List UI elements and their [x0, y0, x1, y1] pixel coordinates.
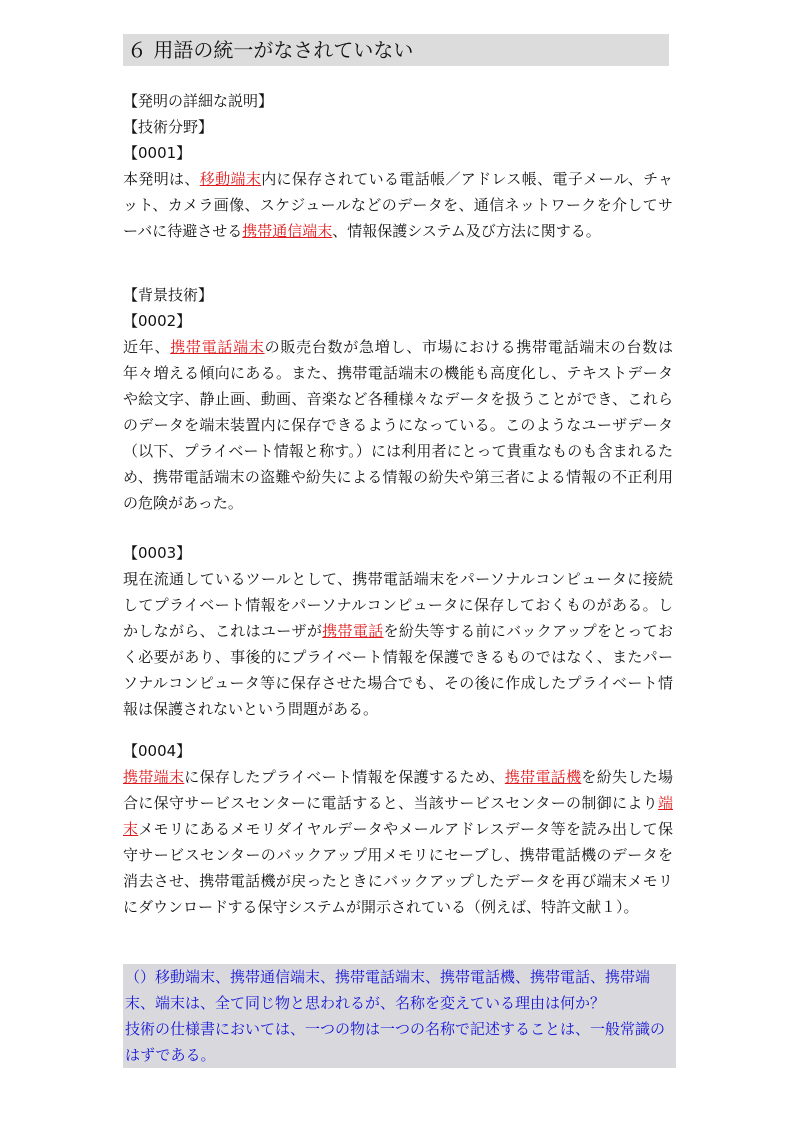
- paragraph-0003: 現在流通しているツールとして、携帯電話端末をパーソナルコンピュータに接続してプライベート情報をパーソナルコンピュータに保存しておくものがある。しかしながら、これはユーザが携帯電話を紛失等する前にバックアップをとっておく必要があり、事後的にプライベート情報を保護できるものではなく、またパーソナルコンピュータ等に保存させた場合でも、その後に作成したプライベート情報は保護されないという問題がある。: [123, 570, 673, 718]
- paragraph-0002: 近年、携帯電話端末の販売台数が急増し、市場における携帯電話端末の台数は年々増える傾向にある。また、携帯電話端末の機能も高度化し、テキストデータや絵文字、静止画、動画、音楽など各種様々なデータを扱うことができ、これらのデータを端末装置内に保存できるようになっている。このようなユーザデータ（以下、プライベート情報と称す。）には利用者にとって貴重なものも含まれるため、携帯電話端末の盗難や紛失による情報の紛失や第三者による情報の不正利用の危険があった。: [123, 338, 673, 512]
- label-field: 【技術分野】: [123, 118, 214, 136]
- label-0001: 【0001】: [123, 144, 192, 162]
- label-0004: 【0004】: [123, 742, 192, 760]
- term-highlight: 移動端末: [199, 170, 262, 188]
- paragraph-0001: 本発明は、移動端末内に保存されている電話帳／アドレス帳、電子メール、チャット、カメラ画像、スケジュールなどのデータを、通信ネットワークを介してサーバに待避させる携帯通信端末、情報保護システム及び方法に関する。: [123, 170, 673, 240]
- term-highlight: 端末: [123, 794, 673, 838]
- header-labels: [123, 88, 673, 166]
- label-0003-wrap: [123, 540, 673, 566]
- label-0003: 【0003】: [123, 544, 192, 562]
- comment-line-1: （）移動端末、携帯通信端末、携帯電話端末、携帯電話機、携帯電話、携帯端末、端末は、全て同じ物と思われるが、名称を変えている理由は何か？: [125, 968, 651, 1012]
- label-0004-wrap: [123, 738, 673, 764]
- review-comment: [123, 964, 676, 1068]
- paragraph-0004: 携帯端末に保存したプライベート情報を保護するため、携帯電話機を紛失した場合に保守サービスセンターに電話すると、当該サービスセンターの制御により端末メモリにあるメモリダイヤルデータやメールアドレスデータ等を読み出して保守サービスセンターのバックアップ用メモリにセーブし、携帯電話機のデータを消去させ、携帯電話機が戻ったときにバックアップしたデータを再び端末メモリにダウンロードする保守システムが開示されている（例えば、特許文献１）。: [123, 768, 673, 916]
- label-0002: 【0002】: [123, 312, 192, 330]
- term-highlight: 携帯通信端末: [242, 222, 333, 240]
- background-labels: [123, 282, 673, 334]
- term-highlight: 携帯電話機: [504, 768, 582, 786]
- term-highlight: 携帯電話端末: [170, 338, 265, 356]
- label-background: 【背景技術】: [123, 286, 214, 304]
- term-highlight: 携帯端末: [123, 768, 185, 786]
- term-highlight: 携帯電話: [322, 622, 384, 640]
- comment-line-2: 技術の仕様書においては、一つの物は一つの名称で記述することは、一般常識のはずである。: [125, 1020, 666, 1064]
- label-detail: 【発明の詳細な説明】: [123, 92, 274, 110]
- section-heading: ６ 用語の統一がなされていない: [123, 34, 669, 66]
